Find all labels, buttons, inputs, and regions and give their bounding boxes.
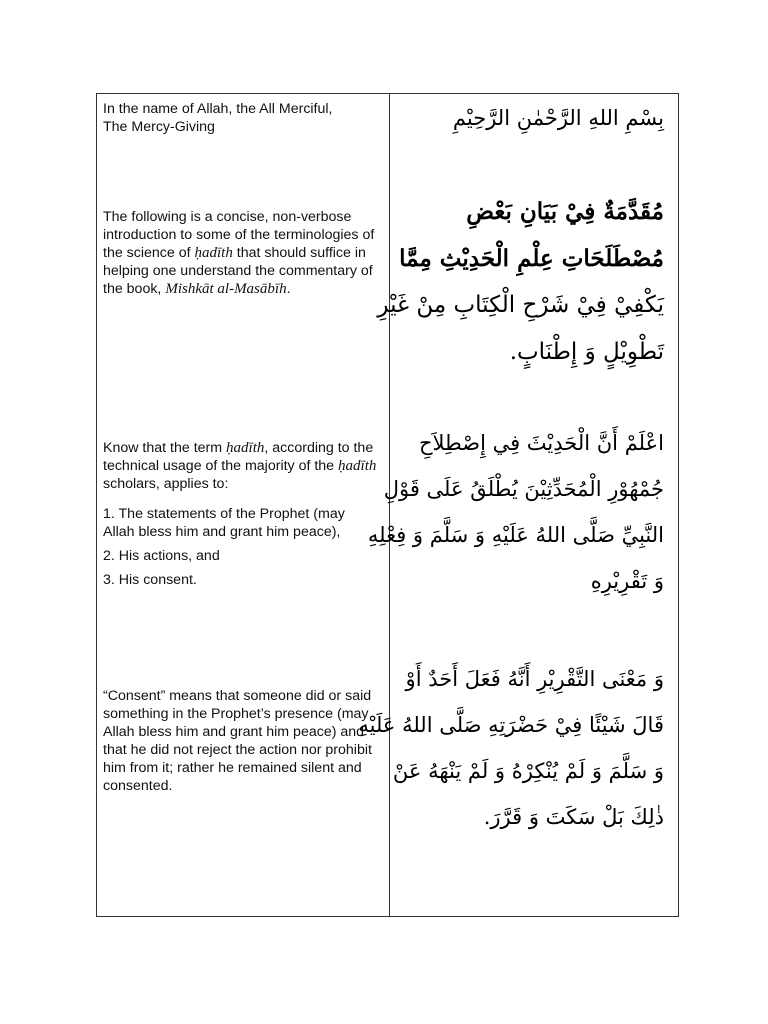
- english-basmala-line-1: In the name of Allah, the All Merciful,: [103, 101, 333, 117]
- arabic-line: النَّبِيِّ صَلَّى اللهُ عَلَيْهِ وَ سَلَّمَ وَ فِعْلِهِ: [367, 523, 664, 547]
- list-item: 1. The statements of the Prophet (may Allah bless him and grant him peace),: [103, 506, 345, 540]
- consent-text: “Consent” means that someone did or said something in the Prophet’s presence (may Allah bless him and grant him peace) and that he did not reject the action nor prohibit him from it; rather he remained silent and consented.: [103, 688, 372, 794]
- definition-text-2: , according to the technical usage of the majority of the: [103, 440, 374, 474]
- english-basmala: [103, 100, 379, 136]
- term-hadith: ḥadīth: [226, 440, 265, 456]
- english-intro-text-2: that should suffice in helping one understand the commentary of the book,: [103, 245, 373, 297]
- english-basmala-line-2: The Mercy-Giving: [103, 119, 215, 135]
- english-intro-end: .: [286, 281, 291, 297]
- english-introduction: [103, 208, 379, 298]
- definition-text-3: scholars, applies to:: [103, 476, 229, 492]
- english-consent-definition: [103, 687, 379, 795]
- arabic-line: ذٰلِكَ بَلْ سَكَتَ وَ قَرَّرَ.: [483, 805, 664, 829]
- book-title: Mishkāt al-Masābīh: [165, 281, 287, 297]
- arabic-basmala: [394, 98, 664, 138]
- arabic-line: قَالَ شَيْئًا فِيْ حَضْرَتِهِ صَلَّى اللهُ عَلَيْهِ: [358, 713, 664, 737]
- arabic-hadith-definition: [367, 420, 664, 604]
- english-hadith-definition: [103, 439, 379, 595]
- arabic-line: وَ سَلَّمَ وَ لَمْ يُنْكِرْهُ وَ لَمْ يَنْهَهُ عَنْ: [392, 759, 664, 783]
- arabic-line: جُمْهُوْرِ الْمُحَدِّثِيْنَ يُطْلَقُ عَلَى قَوْلِ: [383, 477, 664, 501]
- list-item: 2. His actions, and: [103, 548, 220, 564]
- arabic-line: تَطْوِيْلٍ وَ إِطْنَابٍ.: [509, 339, 664, 365]
- term-hadith: ḥadīth: [194, 245, 233, 261]
- arabic-consent-definition: [358, 656, 664, 840]
- bilingual-table: [96, 93, 679, 917]
- arabic-line: وَ تَقْرِيْرِهِ: [590, 569, 664, 593]
- definition-paragraph: [103, 439, 379, 493]
- arabic-line: يَكْفِيْ فِيْ شَرْحِ الْكِتَابِ مِنْ غَيْرِ: [377, 292, 664, 318]
- arabic-line: بِسْمِ اللهِ الرَّحْمٰنِ الرَّحِيْمِ: [452, 106, 664, 130]
- term-hadith: ḥadīth: [338, 458, 377, 474]
- arabic-line: وَ مَعْنَى التَّقْرِيْرِ أَنَّهُ فَعَلَ أَحَدٌ أَوْ: [405, 667, 664, 691]
- arabic-line: اعْلَمْ أَنَّ الْحَدِيْثَ فِي إِصْطِلاَحِ: [418, 431, 664, 455]
- english-intro-text: The following is a concise, non-verbose introduction to some of the terminologies of the science of: [103, 209, 375, 261]
- arabic-line: مُقَدَّمَةٌ فِيْ بَيَانِ بَعْضِ: [466, 198, 664, 225]
- arabic-line: مُصْطَلَحَاتِ عِلْمِ الْحَدِيْثِ مِمَّا: [399, 245, 664, 272]
- list-item: 3. His consent.: [103, 572, 197, 588]
- arabic-introduction: [377, 188, 664, 376]
- definition-text: Know that the term: [103, 440, 223, 456]
